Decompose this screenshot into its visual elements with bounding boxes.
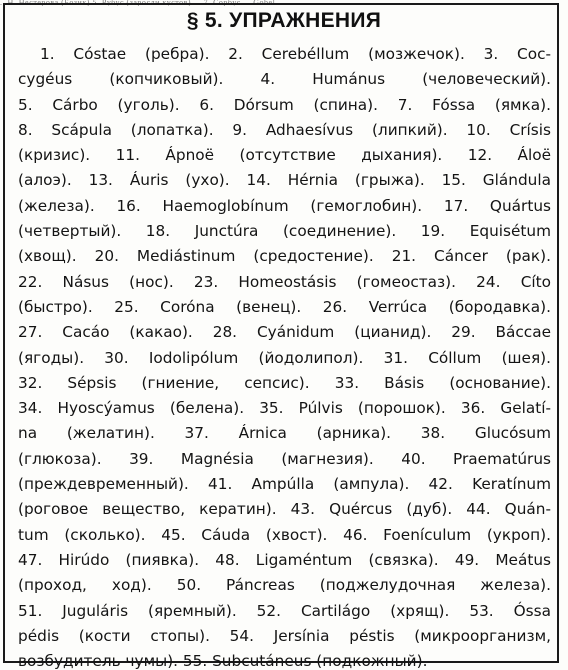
exercise-line: (алоэ). 13. Áuris (ухо). 14. Hérnia (грыжа). 15. Glándula	[18, 171, 551, 190]
exercise-line: возбудитель чумы). 55. Subcutáneus (подкожный).	[18, 652, 428, 670]
section-heading: § 5. УПРАЖНЕНИЯ	[186, 9, 382, 32]
exercise-line: (ягоды). 30. Iodolipólum (йодолипол). 31. Cóllum (шея).	[18, 348, 551, 367]
exercise-line: cygéus (копчиковый). 4. Humánus (человеческий).	[18, 70, 551, 89]
exercise-line: pédis (кости стопы). 54. Jersínia péstis (микроорганизм,	[18, 626, 551, 645]
exercise-line: na (желатин). 37. Árnica (арника). 38. Glucósum	[18, 424, 551, 443]
exercise-line: 8. Scápula (лопатка). 9. Adhaesívus (липкий). 10. Crísis	[18, 120, 551, 139]
exercise-line: 47. Hirúdo (пиявка). 48. Ligaméntum (связка). 49. Meátus	[18, 550, 551, 569]
exercise-line: tum (сколько). 45. Cáuda (хвост). 46. Foenículum (укроп).	[18, 525, 551, 544]
exercise-line: (быстро). 25. Coróna (венец). 26. Verrúca (бородавка).	[18, 297, 551, 316]
exercise-line: (кризис). 11. Ápnoë (отсутствие дыхания). 12. Áloë	[18, 146, 551, 165]
exercise-line: (глюкоза). 39. Magnésia (магнезия). 40. Praematúrus	[18, 449, 551, 468]
cropped-header-fragment: ...Н. Нестерова (Бозик) 5. Рубус (заросли кустов) ... 7. Сорбус ... Gobel ...	[0, 0, 286, 6]
exercise-line: 1. Cóstae (ребра). 2. Cerebéllum (мозжечок). 3. Coc-	[40, 45, 551, 63]
exercise-line: (железа). 16. Haemoglobínum (гемоглобин). 17. Quártus	[18, 196, 551, 215]
exercise-line: (проход, ход). 50. Páncreas (поджелудочная железа).	[18, 576, 551, 595]
exercise-line: 32. Sépsis (гниение, сепсис). 33. Básis (основание).	[18, 373, 551, 392]
exercise-line: (четвертый). 18. Junctúra (соединение). 19. Equisétum	[18, 222, 551, 241]
exercise-list	[18, 42, 551, 670]
exercise-line: 22. Násus (нос). 23. Homeostásis (гомеостаз). 24. Cíto	[18, 272, 551, 291]
exercise-line: (хвощ). 20. Mediástinum (средостение). 21. Cáncer (рак).	[18, 247, 551, 266]
exercise-line: 5. Cárbo (уголь). 6. Dórsum (спина). 7. Fóssa (ямка).	[18, 95, 551, 114]
exercise-line: 27. Cacáo (какао). 28. Cyánidum (цианид). 29. Báccae	[18, 323, 551, 342]
exercise-line: 34. Hyoscýamus (белена). 35. Púlvis (порошок). 36. Gelatí-	[18, 399, 551, 418]
exercise-line: (роговое вещество, кератин). 43. Quércus (дуб). 44. Quán-	[18, 500, 551, 519]
exercise-line: (преждевременный). 41. Ampúlla (ампула). 42. Keratínum	[18, 475, 551, 494]
exercise-line: 51. Juguláris (яремный). 52. Cartilágo (хрящ). 53. Óssa	[18, 601, 551, 620]
